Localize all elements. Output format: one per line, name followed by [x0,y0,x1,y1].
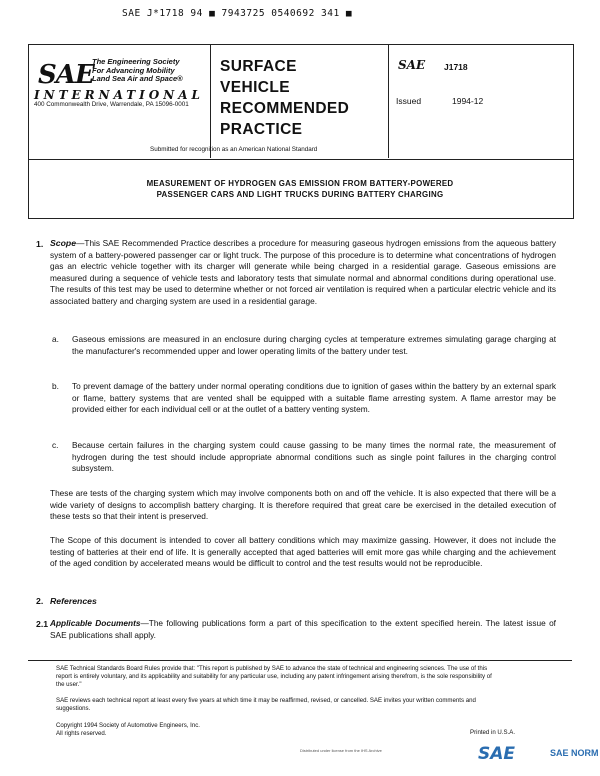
sae-norm-watermark-text: SAE NORM [550,748,599,758]
distribution-note: Distributed under license from the IHS Archive [300,748,382,753]
document-title-line-2: PASSENGER CARS AND LIGHT TRUCKS DURING BATTERY CHARGING [156,190,444,199]
item-b-text: To prevent damage of the battery under normal operating conditions due to ignition of gases within the battery by an external spark or flame, battery systems that are vented shall be equipped with a suitable flame arresting system. A flame arrestor may be provided either for each individual cell or at the outlet of a battery venting system. [72,381,556,415]
international-label: INTERNATIONAL [34,88,204,102]
references-heading: References [50,596,97,606]
scope-paragraph: Scope—This SAE Recommended Practice describes a procedure for measuring gaseous hydrogen emissions from the aqueous battery system of a battery-powered passenger car or light truck. The purpose of this procedure is to determine what concentrations of hydrogen gas an electric vehicle together with its charger will generate while being charged in a residential garage. Gaseous emissions are measured during a sequence of vehicle tests and laboratory tests that simulate normal and abnormal conditions during operational use. The results of this test may be used to determine whether or not forced air ventilation is required when a particular electric vehicle and its associated battery and charging system are used in a residential garage. [50,238,556,306]
footer-divider [28,660,572,661]
footer-rights: All rights reserved. [56,730,107,737]
submitted-note: Submitted for recognition as an American National Standard [150,146,318,153]
sae-norm-watermark-logo: SAE [478,744,516,764]
title-line-1: SURFACE [220,58,297,75]
footer-copyright: Copyright 1994 Society of Automotive Engineers, Inc. [56,722,200,729]
title-line-3: RECOMMENDED [220,100,350,117]
title-line-4: PRACTICE [220,121,303,138]
document-title-line-1: MEASUREMENT OF HYDROGEN GAS EMISSION FROM BATTERY-POWERED [146,179,454,188]
scope-number: 1. [36,239,44,249]
item-a-letter: a. [52,334,59,344]
issued-label: Issued [396,96,422,106]
footer-rules: SAE Technical Standards Board Rules provide that: "This report is published by SAE to advance the state of technical and engineering sciences. The use of this report is entirely voluntary, and its applicability and suitability for any particular use, including any patent infringement arising therefrom, is the sole responsibility of the user." [56,665,492,688]
applicable-docs-number: 2.1 [36,619,49,629]
society-tagline: The Engineering Society For Advancing Mobility Land Sea Air and Space® [92,57,183,83]
title-line-2: VEHICLE [220,79,290,96]
document-code-header: SAE J*1718 94 ■ 7943725 0540692 341 ■ [122,8,353,19]
scope-paragraph-3: The Scope of this document is intended to cover all battery conditions which may maximize gassing. However, it does not include the testing of batteries at their end of life. It is generally accepted that aged batteries will emit more gas while charging and the achievement of the aged condition by accelerated means would be difficult to control and the test results would not be reproducible. [50,535,556,569]
scope-paragraph-2: These are tests of the charging system which may involve components both on and off the vehicle. It is also expected that there will be a wide variety of designs to accomplish battery charging. It is therefore required that great care be exercised in the detailed execution of these tests so that their intent is preserved. [50,488,556,522]
scope-heading: Scope [50,238,77,248]
document-number: J1718 [444,62,468,72]
printed-in: Printed in U.S.A. [470,729,516,736]
item-c-text: Because certain failures in the charging system could cause gassing to be many times the normal rate, the measurement of hydrogen during the test should include appropriate abnormal conditions such as single point failures in the charging control subsystem. [72,440,556,474]
header-divider-right [388,44,389,158]
issued-date: 1994-12 [452,96,484,106]
doc-sae-logo: SAE [398,58,426,72]
references-number: 2. [36,596,44,606]
address: 400 Commonwealth Drive, Warrendale, PA 15096-0001 [34,101,189,108]
applicable-docs-paragraph: Applicable Documents—The following publications form a part of this specification to the extent specified herein. The latest issue of SAE publications shall apply. [50,618,556,640]
footer-review: SAE reviews each technical report at least every five years at which time it may be reaffirmed, revised, or cancelled. SAE invites your written comments and suggestions. [56,697,476,712]
item-c-letter: c. [52,440,59,450]
item-b-letter: b. [52,381,59,391]
item-a-text: Gaseous emissions are measured in an enclosure during charging cycles at temperature extremes simulating garage charging at the manufacturer's recommended upper and lower operating limits of the battery under test. [72,334,556,356]
applicable-docs-heading: Applicable Documents [50,618,141,628]
sae-logo: SAE [38,60,94,90]
header-divider-left [210,44,211,158]
